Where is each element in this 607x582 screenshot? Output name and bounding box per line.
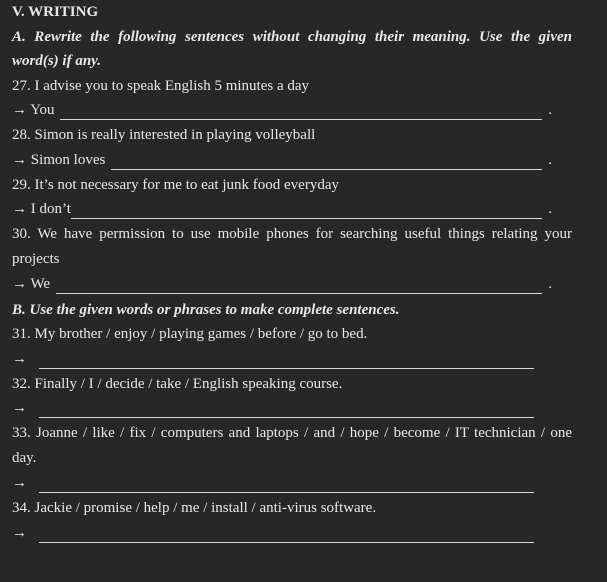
answer-28 bbox=[12, 150, 552, 170]
answer-31 bbox=[12, 349, 534, 369]
question-30-line1: 30. We have permission to use mobile phones for searching useful things relating your bbox=[12, 226, 572, 242]
answer-29 bbox=[12, 199, 552, 219]
answer-34-lead: → bbox=[12, 525, 31, 541]
answer-32-lead: → bbox=[12, 400, 31, 416]
answer-33-blank[interactable] bbox=[39, 477, 534, 493]
question-29: 29. It’s not necessary for me to eat junk food everyday bbox=[12, 177, 339, 193]
answer-27 bbox=[12, 100, 552, 120]
answer-30-lead: → We bbox=[12, 276, 54, 292]
answer-30-blank[interactable] bbox=[56, 278, 542, 294]
answer-32 bbox=[12, 398, 534, 418]
answer-32-blank[interactable] bbox=[39, 402, 534, 418]
answer-27-end: . bbox=[548, 102, 552, 118]
part-b-instruction: B. Use the given words or phrases to make complete sentences. bbox=[12, 302, 400, 318]
answer-33-lead: → bbox=[12, 475, 31, 491]
answer-29-blank[interactable] bbox=[71, 203, 542, 219]
question-28: 28. Simon is really interested in playing volleyball bbox=[12, 127, 316, 143]
question-30-line2: projects bbox=[12, 251, 60, 267]
part-a-instruction-line1: A. Rewrite the following sentences without changing their meaning. Use the given bbox=[12, 29, 572, 45]
question-31: 31. My brother / enjoy / playing games / before / go to bed. bbox=[12, 326, 368, 342]
section-title: V. WRITING bbox=[12, 4, 99, 20]
answer-28-blank[interactable] bbox=[111, 154, 542, 170]
answer-29-end: . bbox=[548, 201, 552, 217]
part-a-instruction-line2: word(s) if any. bbox=[12, 53, 102, 69]
answer-34 bbox=[12, 523, 534, 543]
answer-29-lead: → I don’t bbox=[12, 201, 71, 217]
question-34: 34. Jackie / promise / help / me / install / anti-virus software. bbox=[12, 500, 377, 516]
answer-31-blank[interactable] bbox=[39, 353, 534, 369]
answer-30 bbox=[12, 274, 552, 294]
answer-28-end: . bbox=[548, 152, 552, 168]
question-32: 32. Finally / I / decide / take / English speaking course. bbox=[12, 376, 343, 392]
question-27: 27. I advise you to speak English 5 minutes a day bbox=[12, 78, 310, 94]
answer-33 bbox=[12, 473, 534, 493]
answer-28-lead: → Simon loves bbox=[12, 152, 110, 168]
question-33-line2: day. bbox=[12, 450, 37, 466]
answer-30-end: . bbox=[548, 276, 552, 292]
answer-31-lead: → bbox=[12, 351, 31, 367]
answer-27-lead: → You bbox=[12, 102, 59, 118]
question-33-line1: 33. Joanne / like / fix / computers and laptops / and / hope / become / IT technician / one bbox=[12, 425, 572, 441]
answer-27-blank[interactable] bbox=[60, 104, 542, 120]
answer-34-blank[interactable] bbox=[39, 527, 534, 543]
